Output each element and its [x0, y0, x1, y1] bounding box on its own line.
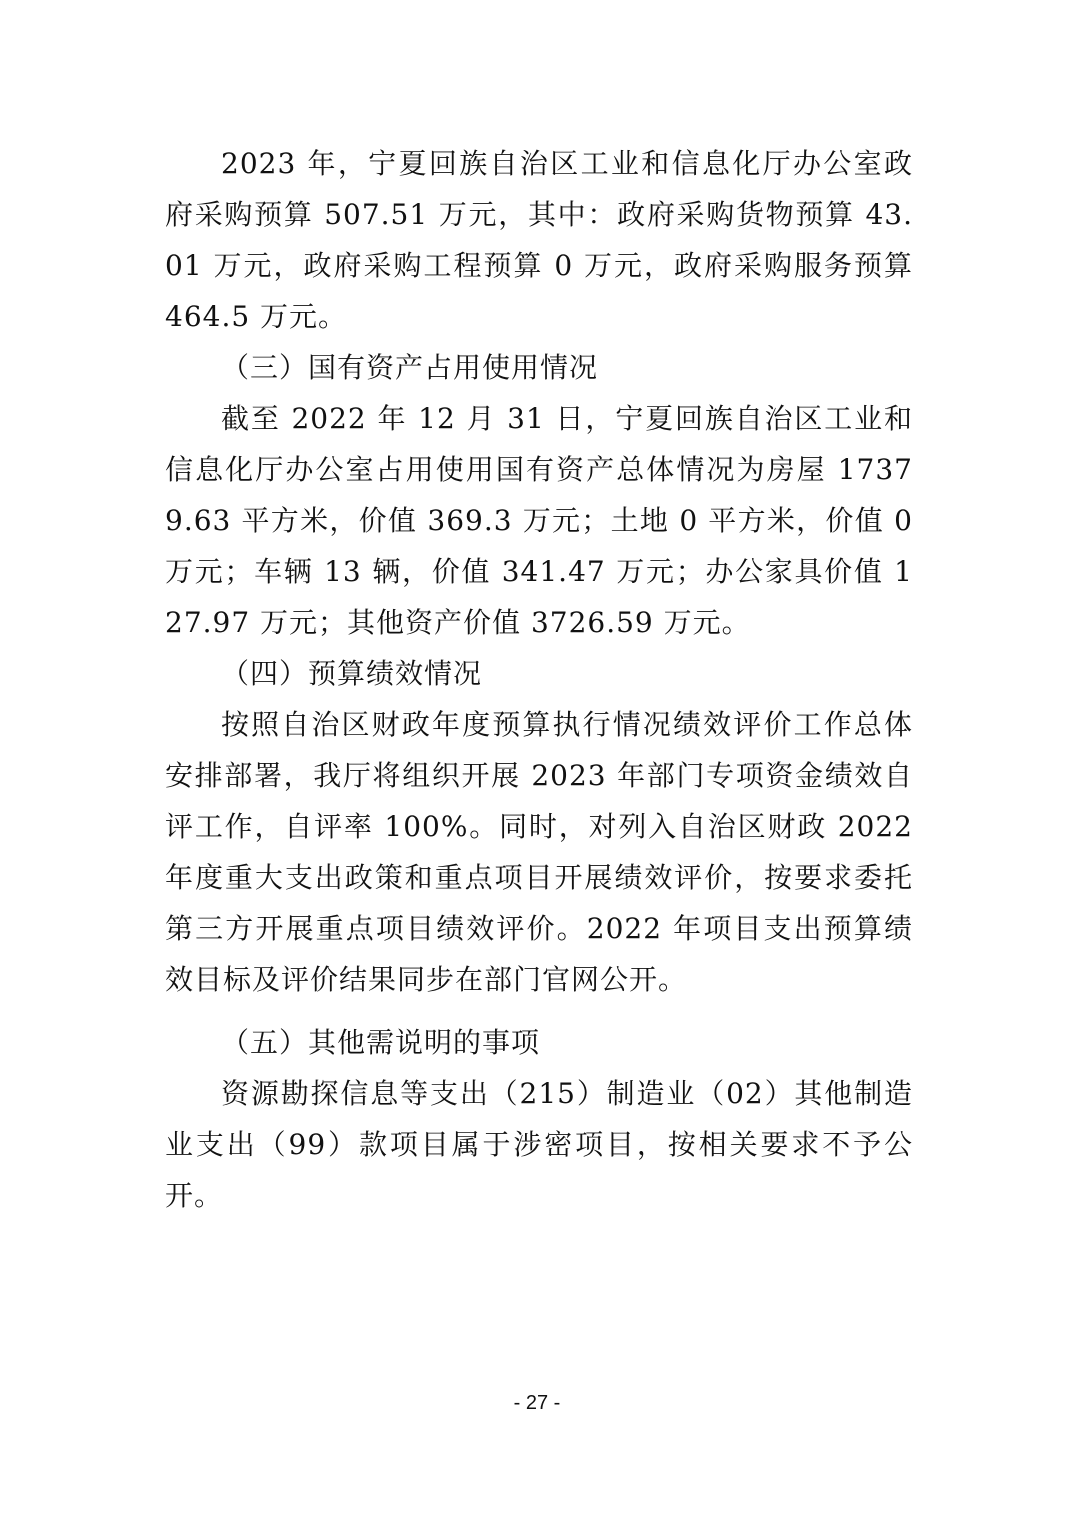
- paragraph-other-matters: 资源勘探信息等支出（215）制造业（02）其他制造业支出（99）款项目属于涉密项目，按相关要求不予公开。: [165, 1077, 913, 1212]
- paragraph-state-assets: 截至 2022 年 12 月 31 日，宁夏回族自治区工业和信息化厅办公室占用使用国有资产总体情况为房屋 17379.63 平方米，价值 369.3 万元；土地 0 平方米，价值 0 万元；车辆 13 辆，价值 341.47 万元；办公家具价值 127.97 万元；其他资产价值 3726.59 万元。: [165, 402, 913, 639]
- heading-other-matters: （五）其他需说明的事项: [221, 1026, 541, 1059]
- heading-budget-performance: （四）预算绩效情况: [221, 657, 483, 690]
- paragraph-budget-performance: 按照自治区财政年度预算执行情况绩效评价工作总体安排部署，我厅将组织开展 2023 年部门专项资金绩效自评工作，自评率 100%。同时，对列入自治区财政 2022 年度重大支出政策和重点项目开展绩效评价，按要求委托第三方开展重点项目绩效评价。2022 年项目支出预算绩效目标及评价结果同步在部门官网公开。: [165, 708, 913, 996]
- page-number: - 27 -: [513, 1392, 561, 1414]
- document-body: [165, 138, 913, 1221]
- heading-state-assets: （三）国有资产占用使用情况: [221, 351, 599, 384]
- paragraph-procurement-budget: 2023 年，宁夏回族自治区工业和信息化厅办公室政府采购预算 507.51 万元，其中：政府采购货物预算 43.01 万元，政府采购工程预算 0 万元，政府采购服务预算 464.5 万元。: [165, 147, 913, 333]
